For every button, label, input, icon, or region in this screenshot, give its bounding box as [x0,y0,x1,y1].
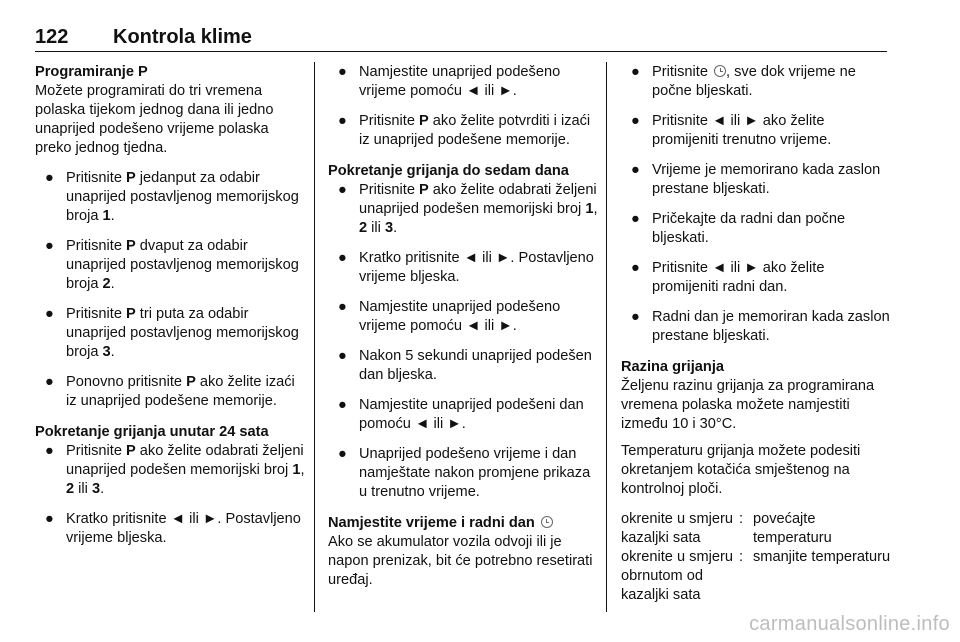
column-3 [621,63,891,605]
paragraph: Željenu razinu grijanja za programirana vremena polaska možete namjestiti između 10 i 30°C. [621,378,875,432]
clock-icon [714,65,726,77]
header-divider [35,51,887,52]
list-item: ● Pritisnite P ako želite odabrati željeni unaprijed podešen memorijski broj 1, 2 ili 3. [338,182,598,236]
bullet-icon: ● [338,113,347,129]
bullet-icon: ● [45,374,54,390]
list-item: ● Pritisnite ◄ ili ► ako želite promijeniti radni dan. [631,260,825,295]
bullet-icon: ● [45,306,54,322]
list-item: ● Namjestite unaprijed podešeni dan pomoću ◄ ili ►. [338,397,584,432]
bullet-icon: ● [631,162,640,178]
list-item: ● Pritisnite P ako želite odabrati željeni unaprijed podešen memorijski broj 1, 2 ili 3. [45,443,305,497]
column-divider-1 [314,62,315,612]
list-item: ● Pritisnite ◄ ili ► ako želite promijeniti trenutno vrijeme. [631,113,832,148]
list-item: ● Pritisnite P tri puta za odabir unaprijed postavljenog memorijskog broja 3. [45,306,299,360]
section-heading: Namjestite vrijeme i radni dan [328,514,598,533]
section-heading: Programiranje P [35,64,148,80]
bullet-icon: ● [338,64,347,80]
list-item: ● Pričekajte da radni dan počne bljeskati. [631,211,846,246]
list-item: ● Unaprijed podešeno vrijeme i dan namještate nakon promjene prikaza u trenutno vrijeme. [338,446,591,500]
list-item: ● Kratko pritisnite ◄ ili ►. Postavljeno vrijeme bljeska. [45,511,301,546]
bullet-icon: ● [45,238,54,254]
bullet-icon: ● [45,170,54,186]
bullet-icon: ● [338,182,347,198]
table-value: smanjite temperaturu [753,549,891,565]
clock-icon [541,516,553,528]
table-separator: : [739,511,744,527]
bullet-icon: ● [631,260,640,276]
bullet-icon: ● [45,511,54,527]
section-heading: Pokretanje grijanja do sedam dana [328,163,569,179]
section-heading: Razina grijanja [621,359,724,375]
table-separator: : [739,549,744,565]
bullet-icon: ● [338,348,347,364]
section-heading: Pokretanje grijanja unutar 24 sata [35,424,269,440]
list-item: ● Namjestite unaprijed podešeno vrijeme pomoću ◄ ili ►. [338,64,561,99]
list-item: ● Ponovno pritisnite P ako želite izaći iz unaprijed podešene memorije. [45,374,295,409]
paragraph: Temperaturu grijanja možete podesiti okretanjem kotačića smještenog na kontrolnoj ploči. [621,443,861,497]
bullet-icon: ● [338,446,347,462]
table-key: okrenite u smjeru obrnutom od kazaljki sata [621,549,733,603]
column-2 [328,63,598,590]
list-item: ● Vrijeme je memorirano kada zaslon prestane bljeskati. [631,162,881,197]
instruction-table [621,510,891,605]
bullet-icon: ● [631,211,640,227]
list-item: ● Kratko pritisnite ◄ ili ►. Postavljeno vrijeme bljeska. [338,250,594,285]
list-item: ● Pritisnite , sve dok vrijeme ne počne bljeskati. [631,64,856,99]
bullet-icon: ● [631,64,640,80]
bullet-icon: ● [338,299,347,315]
bullet-icon: ● [631,113,640,129]
list-item: ● Pritisnite P dvaput za odabir unaprijed postavljenog memorijskog broja 2. [45,238,299,292]
page-title: Kontrola klime [113,26,252,48]
page-header [35,26,887,52]
list-item: ● Pritisnite P ako želite potvrditi i izaći iz unaprijed podešene memorije. [338,113,591,148]
paragraph: Ako se akumulator vozila odvoji ili je napon prenizak, bit će potrebno resetirati uređaj. [328,534,593,588]
paragraph: Možete programirati do tri vremena polaska tijekom jednog dana ili jedno unaprijed podešeno vrijeme polaska preko jednog tjedna. [35,83,274,156]
table-value: povećajte temperaturu [753,511,832,546]
bullet-icon: ● [45,443,54,459]
column-divider-2 [606,62,607,612]
list-item: ● Namjestite unaprijed podešeno vrijeme pomoću ◄ ili ►. [338,299,561,334]
list-item: ● Nakon 5 sekundi unaprijed podešen dan bljeska. [338,348,592,383]
column-1 [35,63,307,548]
list-item: ● Radni dan je memoriran kada zaslon prestane bljeskati. [631,309,890,344]
table-key: okrenite u smjeru kazaljki sata [621,511,733,546]
bullet-icon: ● [631,309,640,325]
bullet-icon: ● [338,397,347,413]
list-item: ● Pritisnite P jedanput za odabir unaprijed postavljenog memorijskog broja 1. [45,170,299,224]
page-number: 122 [35,26,69,48]
bullet-icon: ● [338,250,347,266]
watermark: carmanualsonline.info [749,613,950,635]
